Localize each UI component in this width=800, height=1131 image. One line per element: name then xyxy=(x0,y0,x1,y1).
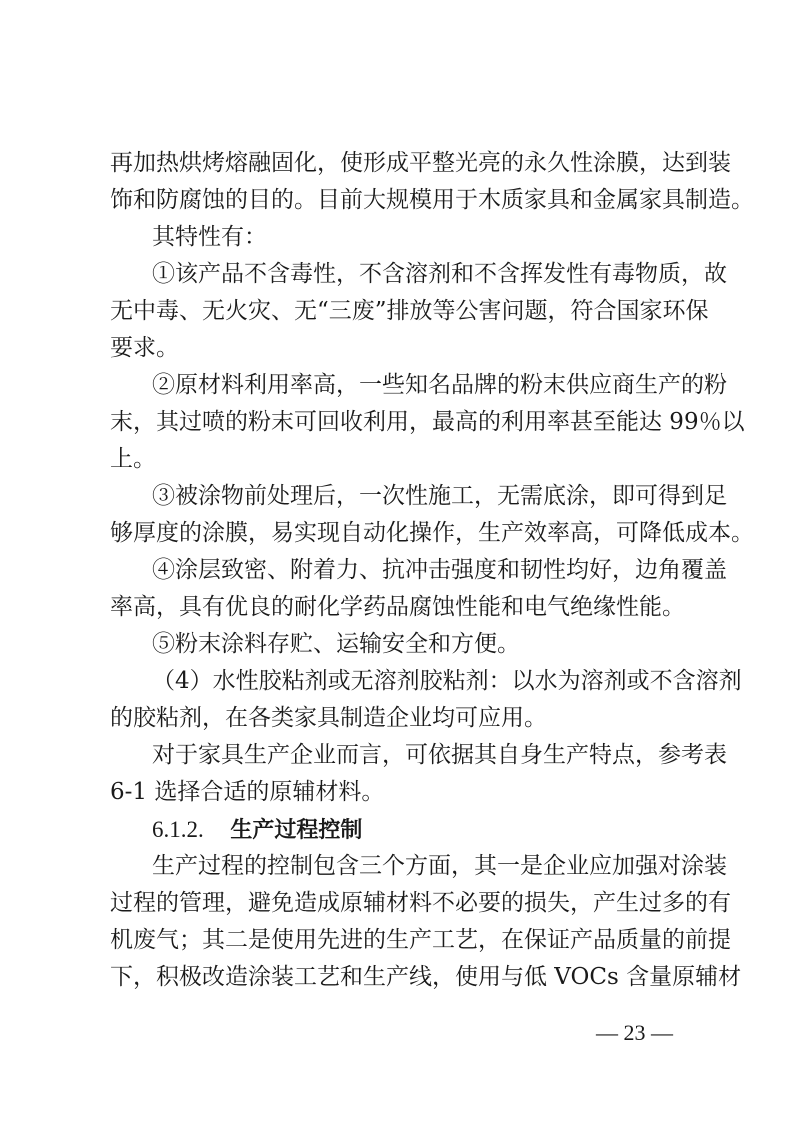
paragraph-line: 再加热烘烤熔融固化，使形成平整光亮的永久性涂膜，达到装 xyxy=(110,150,731,176)
paragraph-line: 其特性有： xyxy=(152,224,267,250)
paragraph-line: 的胶粘剂，在各类家具制造企业均可应用。 xyxy=(110,705,547,731)
paragraph-line: 6-1 选择合适的原辅材料。 xyxy=(110,779,385,805)
paragraph-line: 上。 xyxy=(110,446,156,472)
paragraph-line: 率高，具有优良的耐化学药品腐蚀性能和电气绝缘性能。 xyxy=(110,594,685,620)
paragraph-line: 对于家具生产企业而言，可依据其自身生产特点，参考表 xyxy=(152,742,727,768)
paragraph-line: 要求。 xyxy=(110,335,179,361)
section-heading xyxy=(152,818,362,842)
section-number: 6.1.2. xyxy=(152,817,204,842)
paragraph-line: 饰和防腐蚀的目的。目前大规模用于木质家具和金属家具制造。 xyxy=(110,187,754,213)
paragraph-line: 生产过程的控制包含三个方面，其一是企业应加强对涂装 xyxy=(152,853,727,879)
section-title: 生产过程控制 xyxy=(230,818,363,843)
paragraph-line: ④涂层致密、附着力、抗冲击强度和韧性均好，边角覆盖 xyxy=(152,557,727,583)
paragraph-line: 无中毒、无火灾、无“三废”排放等公害问题，符合国家环保 xyxy=(110,298,709,324)
paragraph-line: ③被涂物前处理后，一次性施工，无需底涂，即可得到足 xyxy=(152,483,727,509)
paragraph-line: 下，积极改造涂装工艺和生产线，使用与低 VOCs 含量原辅材 xyxy=(110,964,742,990)
page-number: — 23 — xyxy=(596,1020,673,1045)
paragraph-line: 够厚度的涂膜，易实现自动化操作，生产效率高，可降低成本。 xyxy=(110,520,754,546)
paragraph-line: ①该产品不含毒性，不含溶剂和不含挥发性有毒物质，故 xyxy=(152,261,727,287)
paragraph-line: 机废气；其二是使用先进的生产工艺，在保证产品质量的前提 xyxy=(110,927,731,953)
paragraph-line: 过程的管理，避免造成原辅材料不必要的损失，产生过多的有 xyxy=(110,890,731,916)
paragraph-line: ②原材料利用率高，一些知名品牌的粉末供应商生产的粉 xyxy=(152,372,727,398)
paragraph-line: ⑤粉末涂料存贮、运输安全和方便。 xyxy=(152,631,520,657)
paragraph-line: （4）水性胶粘剂或无溶剂胶粘剂：以水为溶剂或不含溶剂 xyxy=(152,668,742,694)
paragraph-line: 末，其过喷的粉末可回收利用，最高的利用率甚至能达 99％以 xyxy=(110,409,745,435)
